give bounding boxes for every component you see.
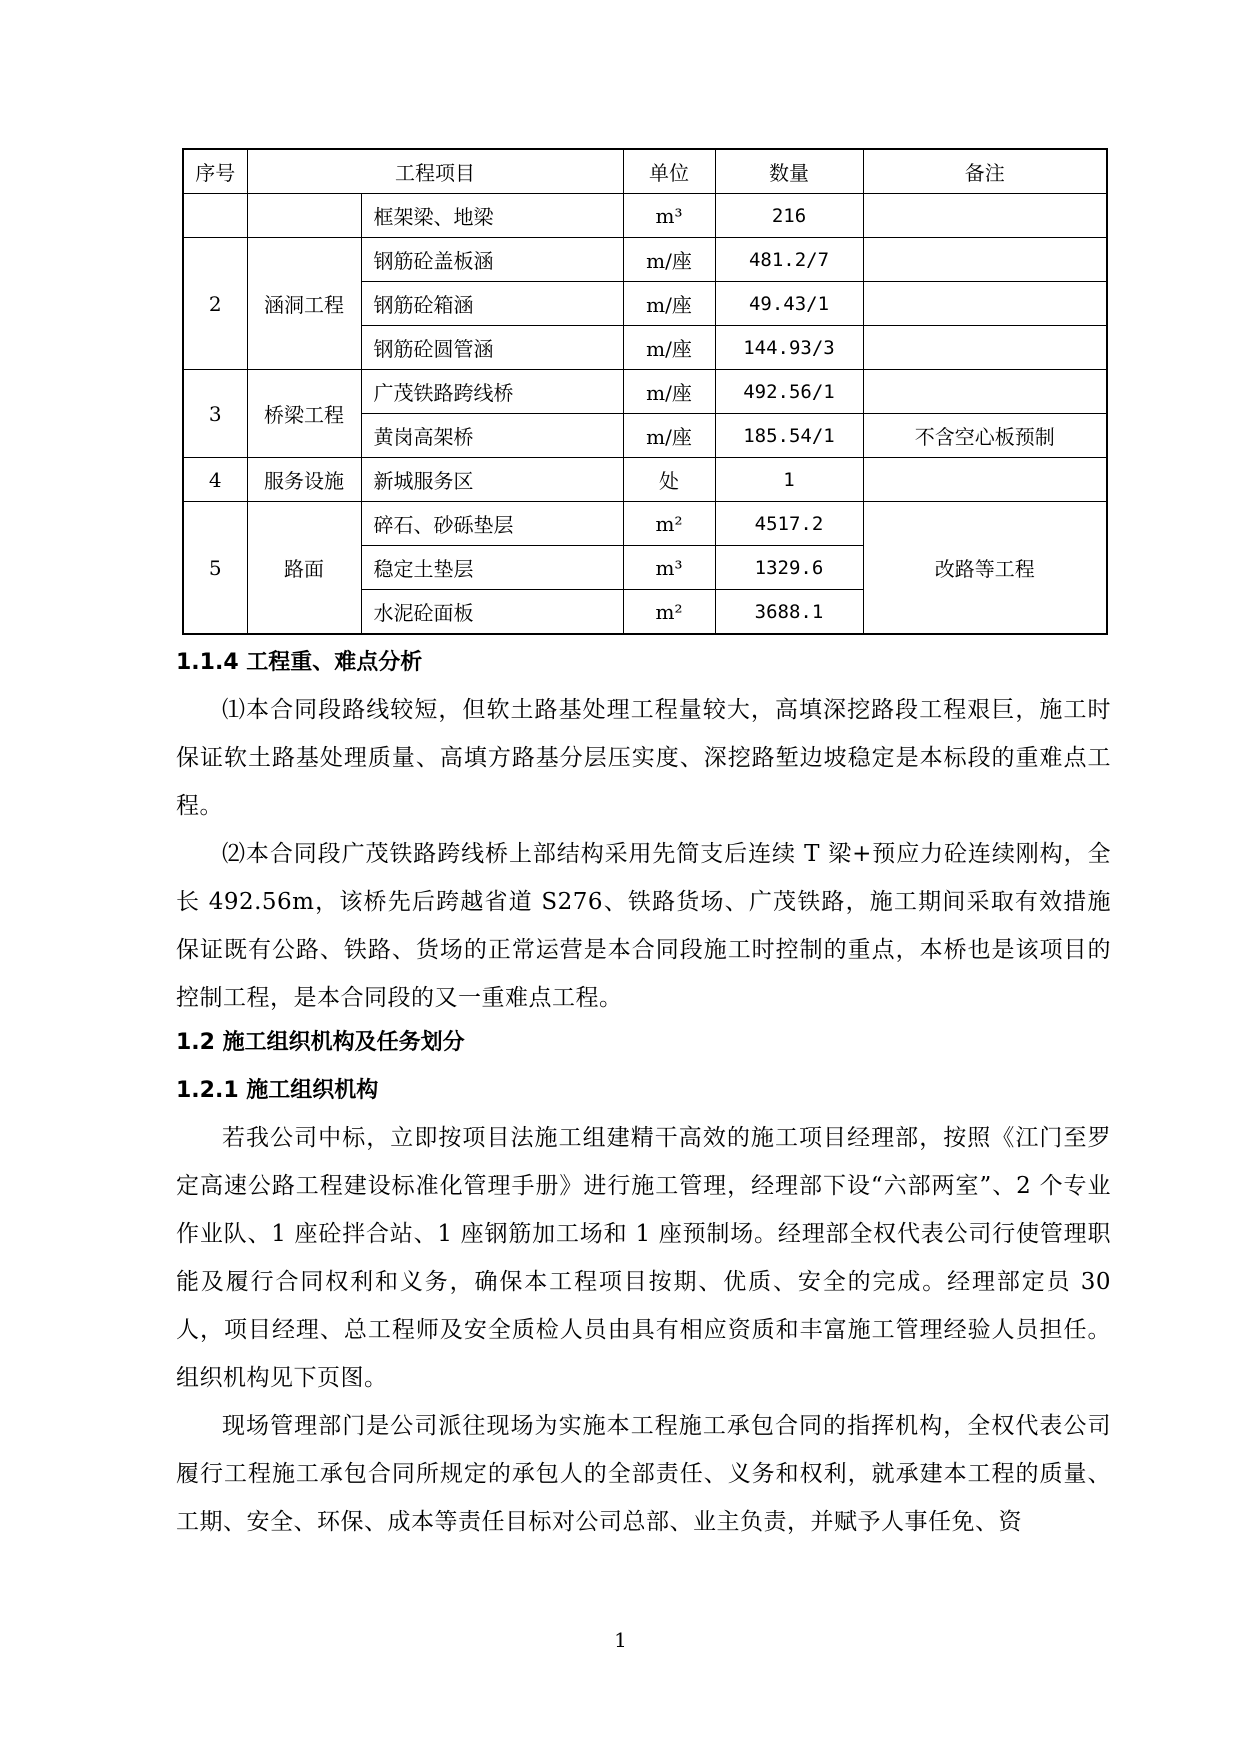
cell-qty: 4517.2 xyxy=(715,502,863,546)
body-text xyxy=(176,648,1111,1546)
cell-qty: 216 xyxy=(715,194,863,238)
cell-unit: 处 xyxy=(623,458,715,502)
paragraph: ⑴本合同段路线较短，但软土路基处理工程量较大，高填深挖路段工程艰巨，施工时保证软土路基处理质量、高填方路基分层压实度、深挖路堑边坡稳定是本标段的重难点工程。 xyxy=(176,697,1111,819)
cell-sub-item: 钢筋砼箱涵 xyxy=(361,282,623,326)
cell-unit: m³ xyxy=(623,546,715,590)
cell-note xyxy=(863,370,1107,414)
cell-note xyxy=(863,282,1107,326)
cell-note xyxy=(863,326,1107,370)
cell-category: 涵洞工程 xyxy=(247,238,361,370)
cell-sub-item: 钢筋砼盖板涵 xyxy=(361,238,623,282)
cell-category xyxy=(247,194,361,238)
heading-1-2: 1.2 施工组织机构及任务划分 xyxy=(176,1030,465,1055)
cell-qty: 144.93/3 xyxy=(715,326,863,370)
table-row xyxy=(183,370,1107,414)
paragraph: 现场管理部门是公司派往现场为实施本工程施工承包合同的指挥机构，全权代表公司履行工程施工承包合同所规定的承包人的全部责任、义务和权利，就承建本工程的质量、工期、安全、环保、成本等责任目标对公司总部、业主负责，并赋予人事任免、资 xyxy=(176,1413,1111,1535)
cell-no: 4 xyxy=(183,458,247,502)
table-row xyxy=(183,502,1107,546)
cell-unit: m/座 xyxy=(623,282,715,326)
cell-qty: 1329.6 xyxy=(715,546,863,590)
cell-note: 改路等工程 xyxy=(863,502,1107,635)
header-item: 工程项目 xyxy=(247,149,623,194)
cell-qty: 3688.1 xyxy=(715,590,863,635)
cell-category: 路面 xyxy=(247,502,361,635)
cell-unit: m/座 xyxy=(623,370,715,414)
cell-sub-item: 广茂铁路跨线桥 xyxy=(361,370,623,414)
table-row xyxy=(183,238,1107,282)
cell-sub-item: 稳定土垫层 xyxy=(361,546,623,590)
page-number: 1 xyxy=(614,1628,627,1652)
cell-sub-item: 黄岗高架桥 xyxy=(361,414,623,458)
cell-qty: 492.56/1 xyxy=(715,370,863,414)
cell-note xyxy=(863,194,1107,238)
header-note: 备注 xyxy=(863,149,1107,194)
cell-sub-item: 水泥砼面板 xyxy=(361,590,623,635)
table-row xyxy=(183,194,1107,238)
cell-sub-item: 钢筋砼圆管涵 xyxy=(361,326,623,370)
paragraph: 若我公司中标，立即按项目法施工组建精干高效的施工项目经理部，按照《江门至罗定高速公路工程建设标准化管理手册》进行施工管理，经理部下设“六部两室”、2 个专业作业队、1 座砼拌合站、1 座钢筋加工场和 1 座预制场。经理部全权代表公司行使管理职能及履行合同权利和义务，确保本工程项目按期、优质、安全的完成。经理部定员 30 人，项目经理、总工程师及安全质检人员由具有相应资质和丰富施工管理经验人员担任。组织机构见下页图。 xyxy=(176,1125,1111,1391)
header-no: 序号 xyxy=(183,149,247,194)
cell-no: 2 xyxy=(183,238,247,370)
cell-unit: m/座 xyxy=(623,238,715,282)
cell-unit: m² xyxy=(623,502,715,546)
cell-unit: m³ xyxy=(623,194,715,238)
cell-no: 3 xyxy=(183,370,247,458)
paragraph: ⑵本合同段广茂铁路跨线桥上部结构采用先简支后连续 T 梁+预应力砼连续刚构，全长 492.56m，该桥先后跨越省道 S276、铁路货场、广茂铁路，施工期间采取有效措施保证既有公路、铁路、货场的正常运营是本合同段施工时控制的重点，本桥也是该项目的控制工程，是本合同段的又一重难点工程。 xyxy=(176,841,1112,1011)
cell-unit: m² xyxy=(623,590,715,635)
cell-sub-item: 碎石、砂砾垫层 xyxy=(361,502,623,546)
table-row xyxy=(183,458,1107,502)
header-unit: 单位 xyxy=(623,149,715,194)
cell-note xyxy=(863,458,1107,502)
cell-qty: 1 xyxy=(715,458,863,502)
cell-category: 服务设施 xyxy=(247,458,361,502)
heading-1-2-1: 1.2.1 施工组织机构 xyxy=(176,1078,379,1103)
cell-unit: m/座 xyxy=(623,326,715,370)
header-qty: 数量 xyxy=(715,149,863,194)
cell-sub-item: 新城服务区 xyxy=(361,458,623,502)
cell-unit: m/座 xyxy=(623,414,715,458)
cell-category: 桥梁工程 xyxy=(247,370,361,458)
cell-sub-item: 框架梁、地梁 xyxy=(361,194,623,238)
quantity-table xyxy=(182,148,1108,635)
cell-no: 5 xyxy=(183,502,247,635)
heading-1-1-4: 1.1.4 工程重、难点分析 xyxy=(176,650,423,675)
cell-note xyxy=(863,238,1107,282)
cell-qty: 481.2/7 xyxy=(715,238,863,282)
cell-qty: 185.54/1 xyxy=(715,414,863,458)
cell-note: 不含空心板预制 xyxy=(863,414,1107,458)
cell-qty: 49.43/1 xyxy=(715,282,863,326)
table-header-row xyxy=(183,149,1107,194)
cell-no xyxy=(183,194,247,238)
